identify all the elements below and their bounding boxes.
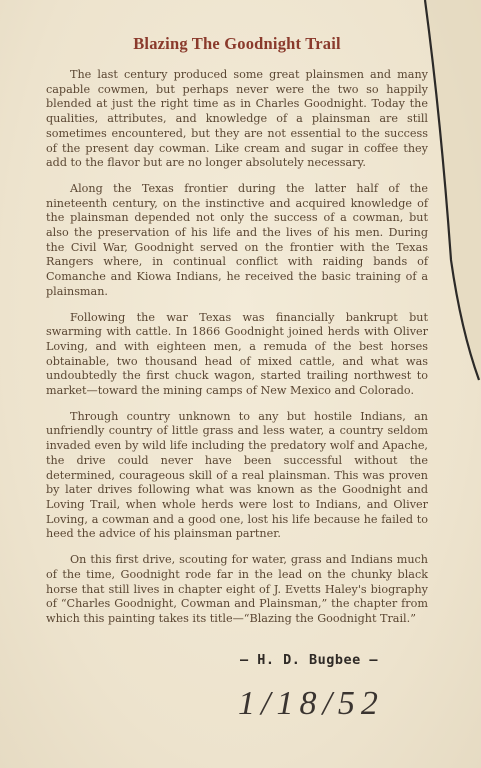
paragraph-1: The last century produced some great plainsmen and many capable cowmen, but perhaps never were the two so happily blended at just the right time as in Charles Goodnight. Today the qualities, attributes, and knowledge of a plainsman are still sometimes encountered, but they are not essential to the success of the present day cowman. Like cream and sugar in coffee they add to the flavor but are no longer absolutely necessary. bbox=[46, 68, 428, 170]
signature: — H. D. Bugbee — bbox=[240, 652, 379, 668]
paragraph-3: Following the war Texas was financially bankrupt but swarming with cattle. In 1866 Goodnight joined herds with Oliver Loving, and with eighteen men, a remuda of the best horses obtainable, two thousand head of mixed cattle, and what was undoubtedly the first chuck wagon, started trailing northwest to market—toward the mining camps of New Mexico and Colorado. bbox=[46, 310, 428, 398]
paragraph-4: Through country unknown to any but hostile Indians, an unfriendly country of little grass and less water, a country seldom invaded even by wild life including the predatory wolf and Apache, the drive could never have been successful without the determined, courageous skill of a real plainsman. This was proven by later drives following what was known as the Goodnight and Loving Trail, when whole herds were lost to Indians, and Oliver Loving, a cowman and a good one, lost his life because he failed to heed the advice of his plainsman partner. bbox=[46, 409, 428, 541]
paragraph-2: Along the Texas frontier during the latter half of the nineteenth century, on the instinctive and acquired knowledge of the plainsman depended not only the success of a cowman, but also the preservation of his life and the lives of his men. During the Civil War, Goodnight served on the frontier with the Texas Rangers where, in continual conflict with raiding bands of Comanche and Kiowa Indians, he received the basic training of a plainsman. bbox=[46, 181, 428, 298]
document-title: Blazing The Goodnight Trail bbox=[133, 34, 341, 53]
document-body bbox=[46, 34, 428, 638]
handwritten-date: 1/18/52 bbox=[238, 685, 384, 722]
paragraph-5: On this first drive, scouting for water, grass and Indians much of the time, Goodnight rode far in the lead on the chunky black horse that still lives in chapter eight of J. Evetts Haley's biography of “Charles Goodnight, Cowman and Plainsman,” the chapter from which this painting takes its title—“Blazing the Goodnight Trail.” bbox=[46, 553, 428, 625]
page-fold-edge bbox=[421, 0, 481, 768]
